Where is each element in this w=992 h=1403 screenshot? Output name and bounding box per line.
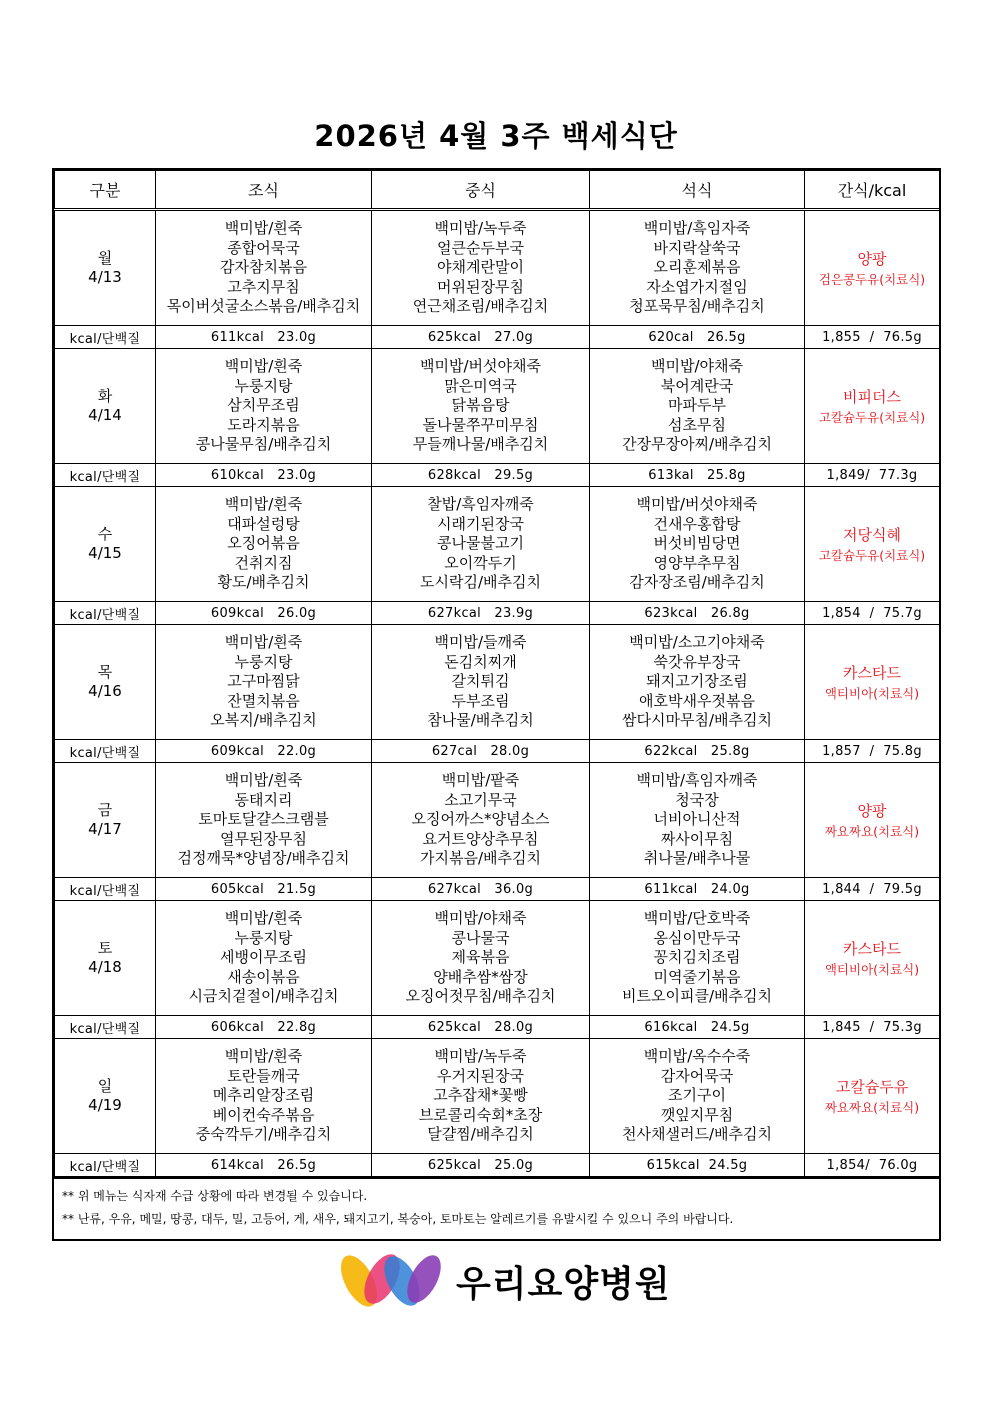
menu-item: 연근채조림/배추김치 — [412, 297, 549, 316]
menu-item: 백미밥/들깨죽 — [434, 633, 527, 652]
header-dinner: 석식 — [590, 171, 805, 210]
menu-row — [55, 625, 940, 740]
breakfast-kcal: 609kcal 26.0g — [156, 602, 372, 625]
menu-item: 오징어젓무침/배추김치 — [405, 987, 556, 1006]
menu-item: 백미밥/소고기야채죽 — [629, 633, 765, 652]
logo-text: 우리요양병원 — [456, 1264, 671, 1305]
menu-item: 요거트양상추무침 — [422, 829, 539, 848]
snack-cell — [805, 487, 940, 602]
breakfast-kcal: 606kcal 22.8g — [156, 1016, 372, 1039]
snack-cell — [805, 349, 940, 464]
dinner-cell — [590, 763, 805, 878]
day-cell — [55, 901, 156, 1016]
menu-item: 비트오이피클/배추김치 — [622, 987, 772, 1006]
day-label: 화 — [97, 387, 113, 405]
kcal-label: kcal/단백질 — [55, 740, 156, 763]
header-category: 구분 — [55, 171, 156, 210]
snack-cell — [805, 210, 940, 326]
snack-therapeutic-item: 짜요짜요(치료식) — [824, 1099, 920, 1115]
breakfast-cell — [156, 901, 372, 1016]
menu-item: 쑥갓유부장국 — [653, 652, 741, 671]
menu-item: 브로콜리숙회*초장 — [418, 1105, 543, 1124]
menu-item: 콩나물불고기 — [437, 534, 524, 553]
day-label: 수 — [97, 525, 113, 543]
lunch-kcal: 625kcal 27.0g — [372, 326, 590, 349]
menu-item: 오복지/배추김치 — [210, 711, 317, 730]
day-cell — [55, 625, 156, 740]
menu-item: 백미밥/버섯야채죽 — [636, 495, 758, 514]
lunch-kcal: 628kcal 29.5g — [372, 464, 590, 487]
menu-item: 시금치겉절이/배추김치 — [188, 987, 339, 1006]
lunch-cell — [372, 901, 590, 1016]
menu-item: 두부조림 — [451, 691, 510, 710]
lunch-cell — [372, 763, 590, 878]
menu-item: 고구마찜닭 — [227, 672, 300, 691]
menu-row — [55, 487, 940, 602]
w-logo-icon — [336, 1251, 448, 1309]
dinner-cell — [590, 901, 805, 1016]
total-kcal: 1,849/ 77.3g — [805, 464, 940, 487]
menu-sheet — [52, 168, 941, 1241]
menu-item: 백미밥/야채죽 — [651, 357, 743, 376]
snack-cell — [805, 901, 940, 1016]
menu-row — [55, 349, 940, 464]
menu-item: 백미밥/흑임자깨죽 — [636, 771, 758, 790]
menu-item: 도시락김/배추김치 — [420, 573, 541, 592]
menu-item: 천사채샐러드/배추김치 — [622, 1125, 772, 1144]
date-label: 4/15 — [88, 544, 122, 562]
menu-item: 돈김치찌개 — [444, 652, 517, 671]
menu-item: 갈치튀김 — [451, 672, 510, 691]
breakfast-cell — [156, 349, 372, 464]
menu-item: 백미밥/야채죽 — [434, 909, 527, 928]
day-label: 금 — [97, 801, 113, 819]
menu-item: 백미밥/흰죽 — [224, 1047, 303, 1066]
day-cell — [55, 763, 156, 878]
header-lunch: 중식 — [372, 171, 590, 210]
menu-item: 세뱅이무조림 — [220, 948, 307, 967]
menu-row — [55, 1039, 940, 1154]
menu-item: 제육볶음 — [451, 948, 510, 967]
menu-item: 열무된장무침 — [220, 829, 307, 848]
lunch-cell — [372, 625, 590, 740]
menu-item: 백미밥/흰죽 — [224, 771, 303, 790]
breakfast-cell — [156, 487, 372, 602]
menu-item: 청국장 — [675, 790, 719, 809]
menu-item: 건새우홍합탕 — [653, 514, 741, 533]
snack-therapeutic-item: 액티비아(치료식) — [824, 685, 920, 701]
dinner-kcal: 615kcal 24.5g — [590, 1154, 805, 1177]
lunch-kcal: 625kcal 25.0g — [372, 1154, 590, 1177]
menu-item: 감자어묵국 — [660, 1066, 734, 1085]
breakfast-cell — [156, 210, 372, 326]
menu-item: 종합어묵국 — [227, 238, 300, 257]
menu-item: 감자장조림/배추김치 — [629, 573, 765, 592]
dinner-cell — [590, 1039, 805, 1154]
date-label: 4/14 — [88, 406, 122, 424]
lunch-kcal: 625kcal 28.0g — [372, 1016, 590, 1039]
menu-item: 백미밥/팥죽 — [441, 771, 520, 790]
total-kcal: 1,855 / 76.5g — [805, 326, 940, 349]
breakfast-cell — [156, 625, 372, 740]
menu-item: 간장무장아찌/배추김치 — [622, 435, 772, 454]
menu-item: 고추잡채*꽃빵 — [433, 1086, 528, 1105]
menu-item: 누룽지탕 — [234, 652, 293, 671]
kcal-label: kcal/단백질 — [55, 326, 156, 349]
snack-item: 양팡 — [857, 249, 887, 268]
menu-item: 황도/배추김치 — [217, 573, 310, 592]
snack-item: 고칼슘두유 — [835, 1077, 909, 1096]
menu-item: 미역줄기볶음 — [653, 967, 741, 986]
menu-item: 백미밥/녹두죽 — [434, 219, 527, 238]
menu-item: 토란들깨국 — [227, 1066, 300, 1085]
menu-item: 백미밥/단호박죽 — [643, 909, 751, 928]
day-cell — [55, 349, 156, 464]
menu-item: 누룽지탕 — [234, 376, 293, 395]
menu-item: 취나물/배추나물 — [643, 849, 751, 868]
kcal-row — [55, 1016, 940, 1039]
snack-item: 카스타드 — [843, 663, 901, 682]
menu-row — [55, 901, 940, 1016]
day-label: 목 — [97, 663, 113, 681]
menu-item: 백미밥/흰죽 — [224, 909, 303, 928]
day-label: 일 — [97, 1077, 113, 1095]
menu-item: 백미밥/흰죽 — [224, 219, 303, 238]
menu-row — [55, 763, 940, 878]
menu-item: 백미밥/옥수수죽 — [643, 1047, 751, 1066]
day-cell — [55, 1039, 156, 1154]
menu-item: 검정깨묵*양념장/배추김치 — [177, 849, 350, 868]
lunch-kcal: 627kcal 23.9g — [372, 602, 590, 625]
menu-item: 오이깍두기 — [444, 553, 517, 572]
menu-item: 버섯비빔당면 — [653, 534, 741, 553]
menu-item: 마파두부 — [668, 396, 726, 415]
menu-table — [54, 170, 940, 1177]
breakfast-kcal: 610kcal 23.0g — [156, 464, 372, 487]
snack-cell — [805, 625, 940, 740]
dinner-kcal: 623kcal 26.8g — [590, 602, 805, 625]
dinner-cell — [590, 487, 805, 602]
dinner-kcal: 616kcal 24.5g — [590, 1016, 805, 1039]
menu-item: 맑은미역국 — [444, 376, 517, 395]
date-label: 4/13 — [88, 268, 122, 286]
menu-item: 대파설렁탕 — [227, 514, 300, 533]
menu-item: 얼큰순두부국 — [437, 238, 524, 257]
kcal-label: kcal/단백질 — [55, 1016, 156, 1039]
date-label: 4/17 — [88, 820, 122, 838]
menu-item: 백미밥/흰죽 — [224, 633, 303, 652]
menu-row — [55, 210, 940, 326]
menu-item: 누룽지탕 — [234, 928, 293, 947]
kcal-row — [55, 878, 940, 901]
menu-item: 영양부추무침 — [653, 553, 741, 572]
menu-item: 조기구이 — [668, 1086, 726, 1105]
menu-item: 쌈다시마무침/배추김치 — [622, 711, 772, 730]
header-breakfast: 조식 — [156, 171, 372, 210]
menu-item: 돌나물쭈꾸미무침 — [422, 415, 539, 434]
kcal-row — [55, 464, 940, 487]
day-label: 월 — [97, 249, 113, 267]
menu-item: 옹심이만두국 — [653, 928, 741, 947]
header-snack: 간식/kcal — [805, 171, 940, 210]
total-kcal: 1,845 / 75.3g — [805, 1016, 940, 1039]
menu-item: 닭볶음탕 — [451, 396, 510, 415]
menu-item: 토마토달걀스크램블 — [198, 810, 329, 829]
header-row — [55, 171, 940, 210]
lunch-cell — [372, 1039, 590, 1154]
menu-item: 짜사이무침 — [660, 829, 734, 848]
snack-therapeutic-item: 고칼슘두유(치료식) — [818, 547, 926, 563]
breakfast-cell — [156, 1039, 372, 1154]
breakfast-kcal: 614kcal 26.5g — [156, 1154, 372, 1177]
breakfast-cell — [156, 763, 372, 878]
menu-item: 메추리알장조림 — [212, 1086, 315, 1105]
snack-cell — [805, 1039, 940, 1154]
menu-item: 동태지리 — [234, 790, 293, 809]
kcal-label: kcal/단백질 — [55, 464, 156, 487]
menu-item: 너비아니산적 — [653, 810, 741, 829]
menu-item: 잔멸치볶음 — [227, 691, 300, 710]
dinner-cell — [590, 349, 805, 464]
menu-item: 건취지짐 — [234, 553, 293, 572]
menu-item: 북어계란국 — [660, 376, 734, 395]
dinner-cell — [590, 210, 805, 326]
day-label: 토 — [97, 939, 113, 957]
menu-item: 야채계란말이 — [437, 258, 524, 277]
menu-body — [55, 210, 940, 1177]
snack-therapeutic-item: 고칼슘두유(치료식) — [818, 409, 926, 425]
date-label: 4/19 — [88, 1096, 122, 1114]
breakfast-kcal: 611kcal 23.0g — [156, 326, 372, 349]
dinner-cell — [590, 625, 805, 740]
menu-item: 달걀찜/배추김치 — [427, 1125, 534, 1144]
dinner-kcal: 613kal 25.8g — [590, 464, 805, 487]
menu-item: 참나물/배추김치 — [427, 711, 534, 730]
menu-item: 찰밥/흑임자깨죽 — [427, 495, 534, 514]
menu-item: 백미밥/흰죽 — [224, 495, 303, 514]
menu-item: 청포묵무침/배추김치 — [629, 297, 765, 316]
menu-item: 꽁치김치조림 — [653, 948, 741, 967]
menu-item: 콩나물무침/배추김치 — [195, 435, 332, 454]
menu-item: 백미밥/흑임자죽 — [643, 219, 751, 238]
total-kcal: 1,844 / 79.5g — [805, 878, 940, 901]
lunch-cell — [372, 349, 590, 464]
menu-item: 소고기무국 — [444, 790, 517, 809]
menu-item: 섬초무침 — [668, 415, 726, 434]
menu-item: 가지볶음/배추김치 — [420, 849, 541, 868]
menu-item: 자소엽가지절임 — [646, 277, 748, 296]
note-line: ** 난류, 우유, 메밀, 땅콩, 대두, 밀, 고등어, 게, 새우, 돼지고기, 복숭아, 토마토는 알레르기를 유발시킬 수 있으니 주의 바랍니다. — [62, 1212, 734, 1226]
kcal-row — [55, 602, 940, 625]
menu-item: 감자참치볶음 — [220, 258, 307, 277]
kcal-label: kcal/단백질 — [55, 602, 156, 625]
menu-item: 오징어볶음 — [227, 534, 300, 553]
menu-item: 고추지무침 — [227, 277, 300, 296]
lunch-kcal: 627cal 28.0g — [372, 740, 590, 763]
note-line: ** 위 메뉴는 식자재 수급 상황에 따라 변경될 수 있습니다. — [62, 1189, 368, 1203]
dinner-kcal: 611kcal 24.0g — [590, 878, 805, 901]
notes — [54, 1177, 939, 1231]
day-cell — [55, 210, 156, 326]
menu-item: 애호박새우젓볶음 — [639, 691, 755, 710]
menu-item: 베이컨숙주볶음 — [212, 1105, 315, 1124]
breakfast-kcal: 605kcal 21.5g — [156, 878, 372, 901]
dinner-kcal: 620cal 26.5g — [590, 326, 805, 349]
menu-item: 목이버섯굴소스볶음/배추김치 — [166, 297, 361, 316]
kcal-row — [55, 326, 940, 349]
snack-item: 양팡 — [857, 801, 887, 820]
menu-item: 시래기된장국 — [437, 514, 524, 533]
menu-item: 양배추쌈*쌈장 — [433, 967, 528, 986]
menu-item: 머위된장무침 — [437, 277, 524, 296]
menu-item: 새송이볶음 — [227, 967, 300, 986]
menu-item: 오징어까스*양념소스 — [411, 810, 550, 829]
breakfast-kcal: 609kcal 22.0g — [156, 740, 372, 763]
menu-item: 도라지볶음 — [227, 415, 300, 434]
total-kcal: 1,854/ 76.0g — [805, 1154, 940, 1177]
menu-item: 백미밥/녹두죽 — [434, 1047, 527, 1066]
menu-item: 바지락살쑥국 — [653, 238, 741, 257]
kcal-label: kcal/단백질 — [55, 878, 156, 901]
menu-item: 무들깨나물/배추김치 — [412, 435, 549, 454]
snack-item: 카스타드 — [843, 939, 901, 958]
snack-therapeutic-item: 검은콩두유(치료식) — [818, 271, 926, 287]
menu-item: 중숙깍두기/배추김치 — [195, 1125, 332, 1144]
snack-therapeutic-item: 액티비아(치료식) — [824, 961, 920, 977]
total-kcal: 1,854 / 75.7g — [805, 602, 940, 625]
lunch-kcal: 627kcal 36.0g — [372, 878, 590, 901]
day-cell — [55, 487, 156, 602]
date-label: 4/16 — [88, 682, 122, 700]
menu-item: 콩나물국 — [451, 928, 510, 947]
page-title: 2026년 4월 3주 백세식단 — [314, 119, 678, 153]
kcal-row — [55, 1154, 940, 1177]
snack-item: 저당식혜 — [843, 525, 901, 544]
menu-item: 돼지고기장조림 — [646, 672, 748, 691]
kcal-label: kcal/단백질 — [55, 1154, 156, 1177]
kcal-row — [55, 740, 940, 763]
menu-item: 삼치무조림 — [227, 396, 300, 415]
dinner-kcal: 622kcal 25.8g — [590, 740, 805, 763]
hospital-logo — [336, 1251, 671, 1309]
menu-item: 백미밥/흰죽 — [224, 357, 303, 376]
snack-item: 비피더스 — [843, 387, 901, 406]
total-kcal: 1,857 / 75.8g — [805, 740, 940, 763]
snack-cell — [805, 763, 940, 878]
menu-item: 우거지된장국 — [437, 1066, 524, 1085]
lunch-cell — [372, 487, 590, 602]
date-label: 4/18 — [88, 958, 122, 976]
lunch-cell — [372, 210, 590, 326]
menu-item: 오리훈제볶음 — [653, 258, 741, 277]
menu-item: 깻잎지무침 — [660, 1105, 734, 1124]
snack-therapeutic-item: 짜요짜요(치료식) — [824, 823, 920, 839]
menu-item: 백미밥/버섯야채죽 — [420, 357, 541, 376]
